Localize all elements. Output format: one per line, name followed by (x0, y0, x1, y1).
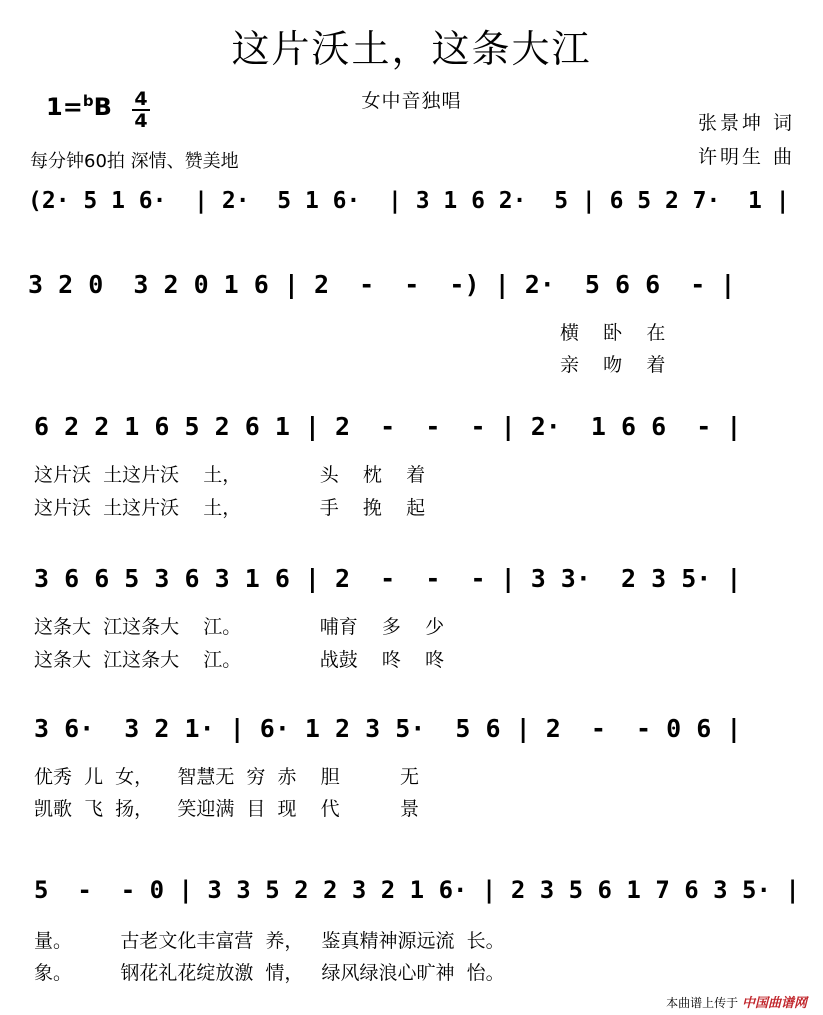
key-label: 1= (46, 93, 83, 121)
time-top: 4 (134, 88, 148, 110)
lyric-verse-2: 凯歌 飞 扬， 笑迎满 目 现 代 景 (34, 798, 420, 820)
upload-footer (666, 992, 807, 1011)
song-title: 这片沃土，这条大江 (231, 27, 592, 71)
lyric-verse-2: 这条大 江这条大 江。 战鼓 咚 咚 (34, 649, 445, 671)
lyric-verse-1: 这片沃 土这片沃 土， 头 枕 着 (34, 464, 426, 486)
notation-line: 5 - - 0 | 3 3 5 2 2 3 2 1 6· | 2 3 5 6 1 7 6 3 5· | (34, 876, 800, 904)
lyric-verse-2: 这片沃 土这片沃 土， 手 挽 起 (34, 497, 426, 519)
music-system-3 (0, 412, 823, 452)
notation-line: 3 6 6 5 3 6 3 1 6 | 2 - - - | 3 3· 2 3 5· | (34, 564, 742, 593)
composer-credit: 许明生 曲 (697, 146, 795, 168)
music-system-6 (0, 876, 823, 916)
notation-line: 3 6· 3 2 1· | 6· 1 2 3 5· 5 6 | 2 - - 0 6 | (34, 714, 742, 743)
music-system-4 (0, 564, 823, 604)
footer-text: 本曲谱上传于 (666, 996, 739, 1010)
lyric-verse-1: 这条大 江这条大 江。 哺育 多 少 (34, 616, 445, 638)
time-bottom: 4 (134, 110, 148, 132)
music-system-1 (0, 188, 823, 228)
lyric-verse-1: 横 卧 在 (560, 322, 666, 344)
key-signature (46, 92, 112, 121)
song-subtitle: 女中音独唱 (361, 90, 462, 112)
lyric-verse-2: 亲 吻 着 (560, 354, 666, 376)
lyric-verse-2: 象。 钢花礼花绽放激 情， 绿风绿浪心旷神 怡。 (34, 962, 505, 984)
site-brand[interactable]: 中国曲谱网 (741, 996, 807, 1011)
music-system-2 (0, 270, 823, 310)
key-flat: b (82, 92, 94, 110)
tempo-marking: 每分钟60拍 深情、赞美地 (30, 151, 239, 172)
time-signature (130, 90, 152, 130)
music-system-5 (0, 714, 823, 754)
notation-line: 6 2 2 1 6 5 2 6 1 | 2 - - - | 2· 1 6 6 - | (34, 412, 742, 441)
lyricist-credit: 张景坤 词 (697, 112, 795, 134)
notation-line: 3 2 0 3 2 0 1 6 | 2 - - -) | 2· 5 6 6 - | (28, 270, 736, 299)
lyric-verse-1: 量。 古老文化丰富营 养， 鉴真精神源远流 长。 (34, 930, 505, 952)
notation-line: (2· 5 1 6· | 2· 5 1 6· | 3 1 6 2· 5 | 6 5 2 7· 1 | (28, 188, 790, 214)
key-note: B (93, 93, 112, 121)
lyric-verse-1: 优秀 儿 女， 智慧无 穷 赤 胆 无 (34, 766, 420, 788)
